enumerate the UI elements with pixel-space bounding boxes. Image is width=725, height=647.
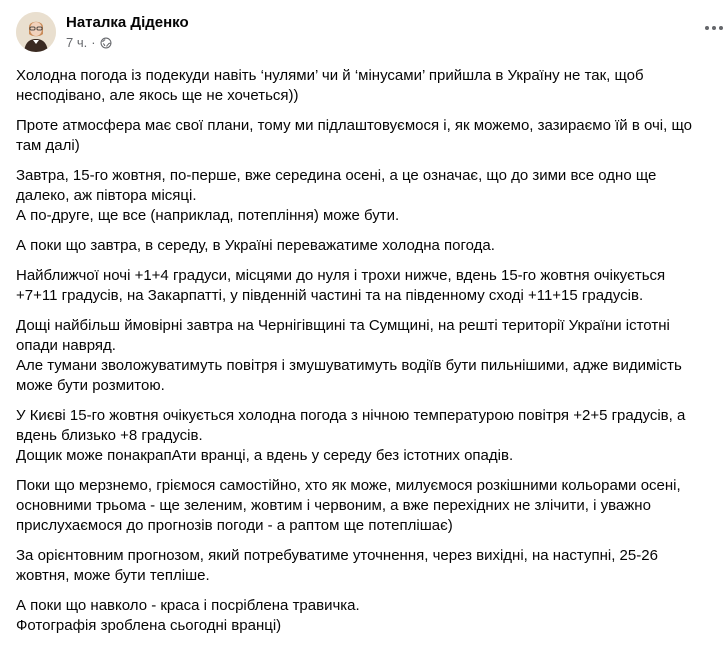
paragraph (16, 166, 724, 226)
text-line: далеко, аж півтора місяці. (16, 187, 197, 204)
text-line: основними трьома - ще зеленим, жовтим і червоним, а вже перехідних не злічити, і уважно (16, 497, 651, 514)
text-line: А поки що навколо - краса і посріблена травичка. (16, 597, 360, 614)
more-options-button[interactable] (700, 18, 725, 38)
text-line: там далі) (16, 137, 80, 154)
text-line: жовтня, може бути тепліше. (16, 567, 210, 584)
paragraph (16, 236, 724, 256)
text-line: +7+11 градусів, на Закарпатті, у південній частині та на південному сході +11+15 градусів. (16, 287, 644, 304)
text-line: Найближчої ночі +1+4 градуси, місцями до нуля і трохи нижче, вдень 15-го жовтня очікується (16, 267, 666, 284)
text-line: прислухаємося до прогнозів погоди - а раптом ще потеплішає) (16, 517, 453, 534)
globe-icon (100, 37, 112, 49)
paragraph (16, 116, 724, 156)
text-line: За орієнтовним прогнозом, який потребуватиме уточнення, через вихідні, на наступні, 25-26 (16, 547, 658, 564)
paragraph (16, 546, 724, 586)
text-line: може бути розмитою. (16, 377, 165, 394)
text-line: Дощі найбільш ймовірні завтра на Чернігівщині та Сумщині, на решті території України істотні (16, 317, 670, 334)
text-line: Дощик може понакрапАти вранці, а вдень у середу без істотних опадів. (16, 447, 514, 464)
text-line: Але тумани зволожуватимуть повітря і змушуватимуть водіїв бути пильнішими, адже видимість (16, 357, 682, 374)
post-header (16, 12, 716, 56)
paragraph (16, 406, 724, 466)
text-line: Проте атмосфера має свої плани, тому ми підлаштовуємося і, як можемо, зазираємо їй в очі, що (16, 117, 692, 134)
paragraph (16, 596, 724, 636)
text-line: несподівано, але якось ще не хочеться)) (16, 87, 299, 104)
text-line: У Києві 15-го жовтня очікується холодна погода з нічною температурою повітря +2+5 градусів, а (16, 407, 686, 424)
more-options-icon (705, 26, 709, 30)
text-line: Поки що мерзнемо, гріємося самостійно, хто як може, милуємося розкішними кольорами осені, (16, 477, 681, 494)
avatar[interactable] (16, 12, 56, 52)
text-line: Фотографія зроблена сьогодні вранці) (16, 617, 282, 634)
post-meta (66, 35, 112, 50)
text-line: опади навряд. (16, 337, 116, 354)
text-line: А поки що завтра, в середу, в Україні переважатиме холодна погода. (16, 237, 495, 254)
text-line: вдень близько +8 градусів. (16, 427, 203, 444)
text-line: Завтра, 15-го жовтня, по-перше, вже середина осені, а це означає, що до зими все одно ще (16, 167, 657, 184)
meta-separator: · (91, 35, 96, 50)
text-line: А по-друге, ще все (наприклад, потепління) може бути. (16, 207, 400, 224)
author-name[interactable]: Наталка Діденко (66, 14, 189, 31)
text-line: Холодна погода із подекуди навіть ‘нулями’ чи й ‘мінусами’ прийшла в Україну не так, щоб (16, 67, 644, 84)
profile-avatar-icon (16, 12, 56, 52)
paragraph (16, 476, 724, 536)
paragraph (16, 66, 724, 106)
paragraph (16, 316, 724, 396)
post-time[interactable]: 7 ч. (66, 35, 88, 50)
post-content (16, 66, 724, 646)
paragraph (16, 266, 724, 306)
